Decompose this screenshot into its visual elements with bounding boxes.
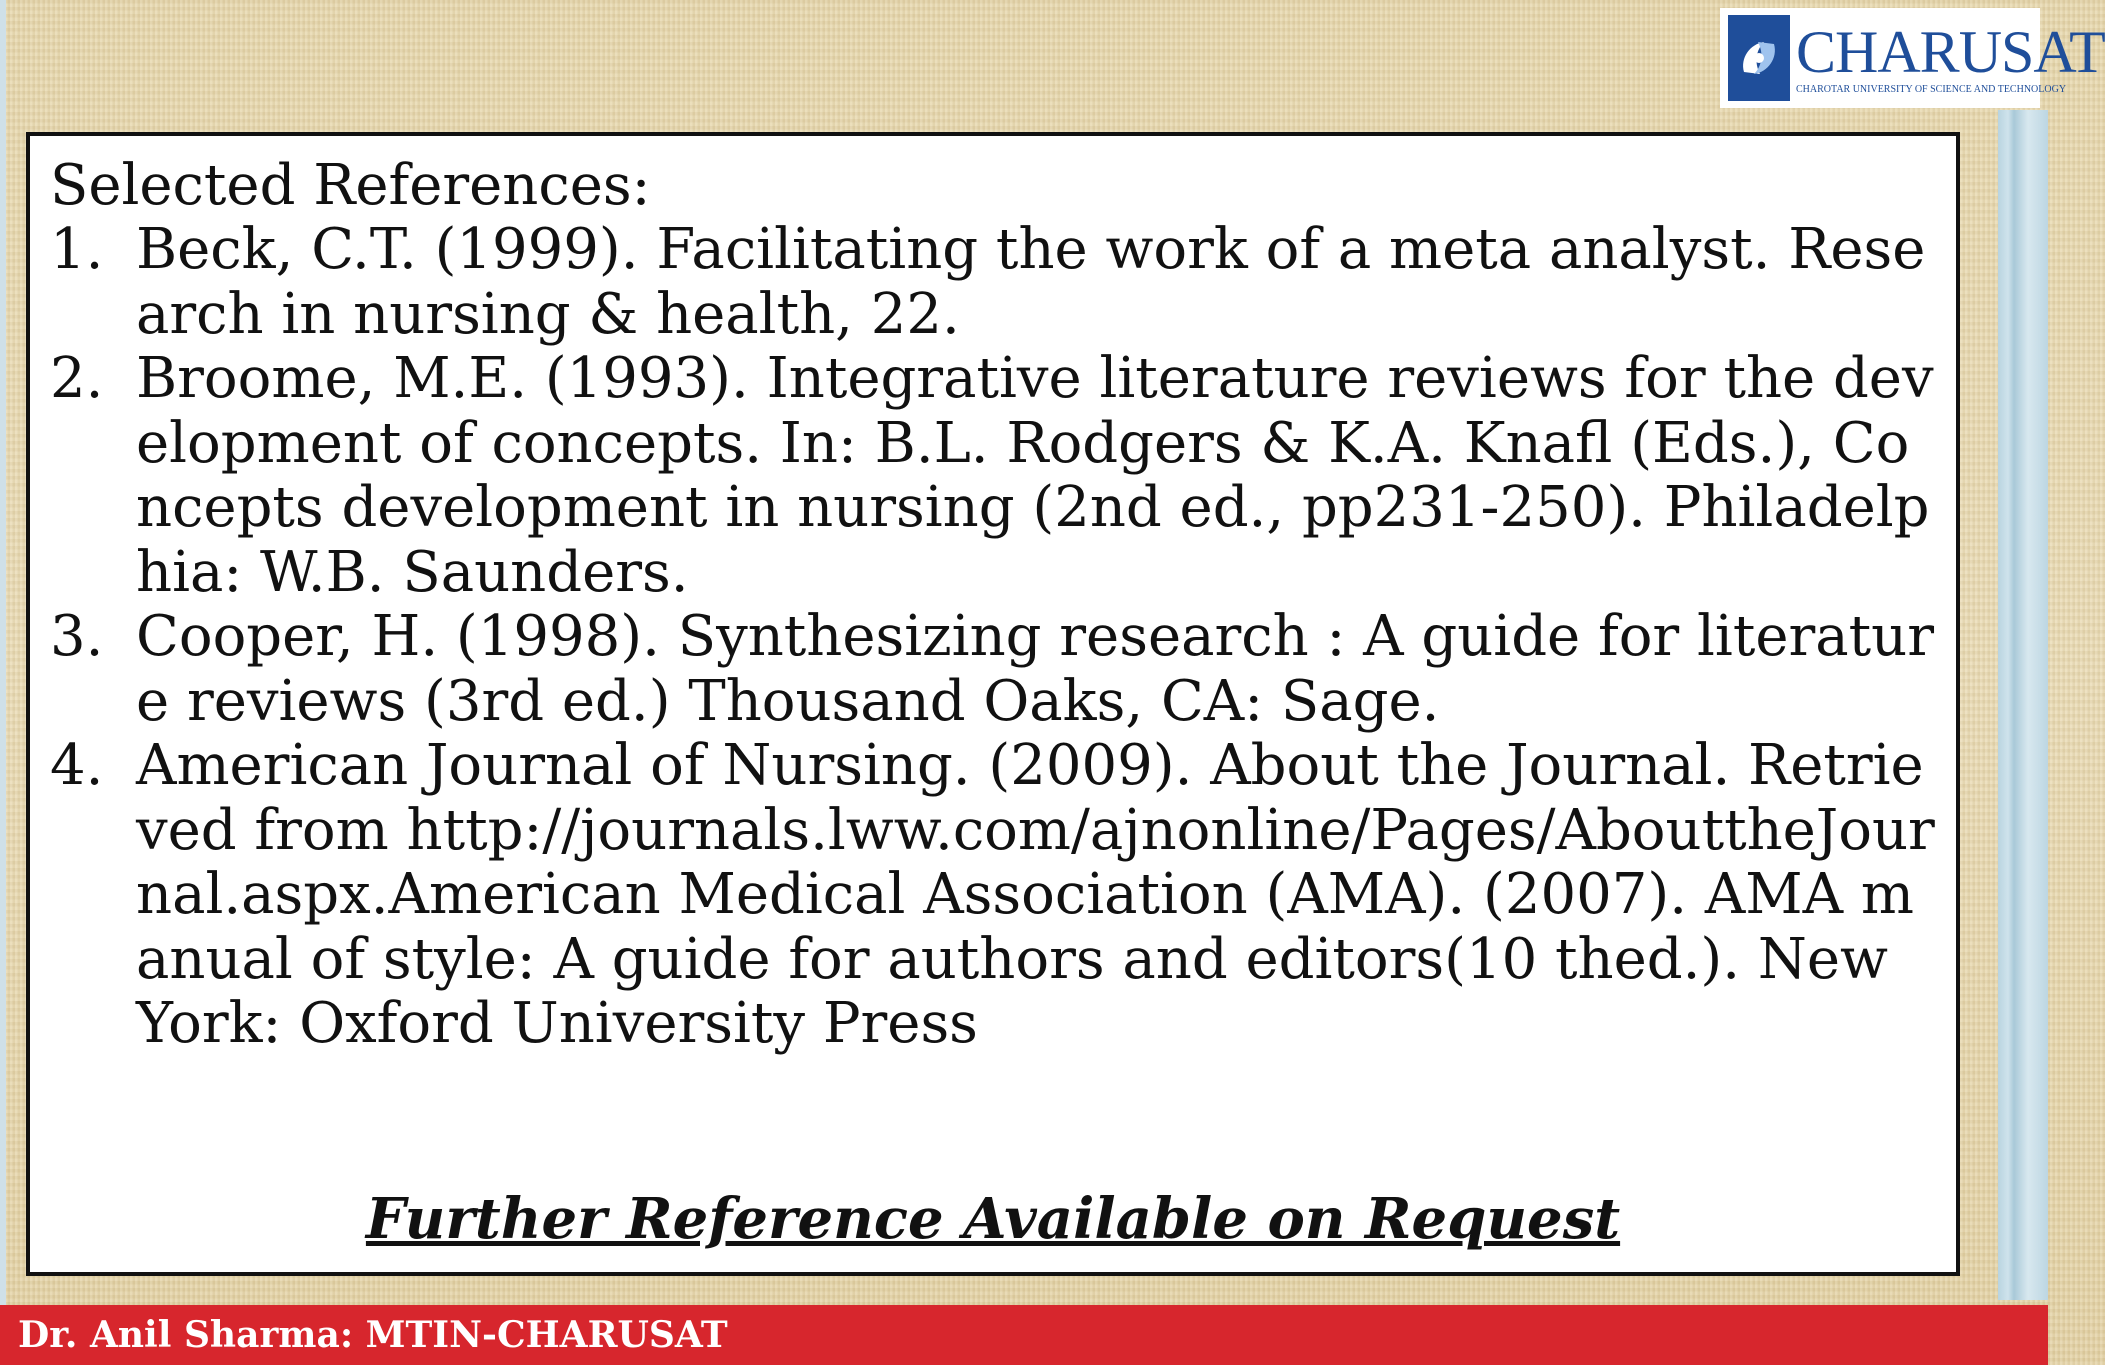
reference-item bbox=[50, 347, 1936, 605]
reference-number: 1. bbox=[50, 217, 104, 282]
charusat-logo bbox=[1720, 8, 2105, 108]
reference-text: Cooper, H. (1998). Synthesizing research : A guide for literature reviews (3rd ed.) Thousand Oaks, CA: Sage. bbox=[136, 604, 1934, 734]
emblem-symbol-icon bbox=[1736, 28, 1782, 88]
references-heading: Selected References: bbox=[50, 153, 651, 218]
reference-text: American Journal of Nursing. (2009). About the Journal. Retrieved from http://journals.lww.com/ajnonline/Pages/AbouttheJournal.aspx.American Medical Association (AMA). (2007). AMA manual of style: A guide for authors and editors(10 thed.). New York: Oxford University Press bbox=[136, 733, 1935, 1056]
right-decorative-stripe bbox=[1998, 110, 2048, 1300]
reference-text: Broome, M.E. (1993). Integrative literature reviews for the development of concepts. In: B.L. Rodgers & K.A. Knafl (Eds.), Concepts development in nursing (2nd ed., pp231-250). Philadelphia: W.B. Saunders. bbox=[136, 346, 1934, 605]
references-list bbox=[50, 218, 1936, 1057]
reference-number: 3. bbox=[50, 604, 104, 669]
author-credit: Dr. Anil Sharma: MTIN-CHARUSAT bbox=[18, 1314, 728, 1356]
further-reference-note: Further Reference Available on Request bbox=[365, 1186, 1621, 1252]
reference-item bbox=[50, 218, 1936, 347]
logo-text-block bbox=[1796, 18, 2105, 95]
reference-number: 2. bbox=[50, 346, 104, 411]
reference-number: 4. bbox=[50, 733, 104, 798]
references-panel bbox=[26, 132, 1960, 1276]
logo-subtitle: CHAROTAR UNIVERSITY OF SCIENCE AND TECHNOLOGY bbox=[1796, 83, 2067, 95]
logo-name: CHARUSAT bbox=[1796, 18, 2105, 85]
reference-text: Beck, C.T. (1999). Facilitating the work of a meta analyst. Research in nursing & health, 22. bbox=[136, 217, 1926, 347]
university-emblem-icon bbox=[1728, 15, 1790, 101]
reference-item bbox=[50, 734, 1936, 1057]
left-decorative-stripe bbox=[0, 0, 6, 1365]
footer-bar bbox=[0, 1305, 2048, 1365]
reference-item bbox=[50, 605, 1936, 734]
